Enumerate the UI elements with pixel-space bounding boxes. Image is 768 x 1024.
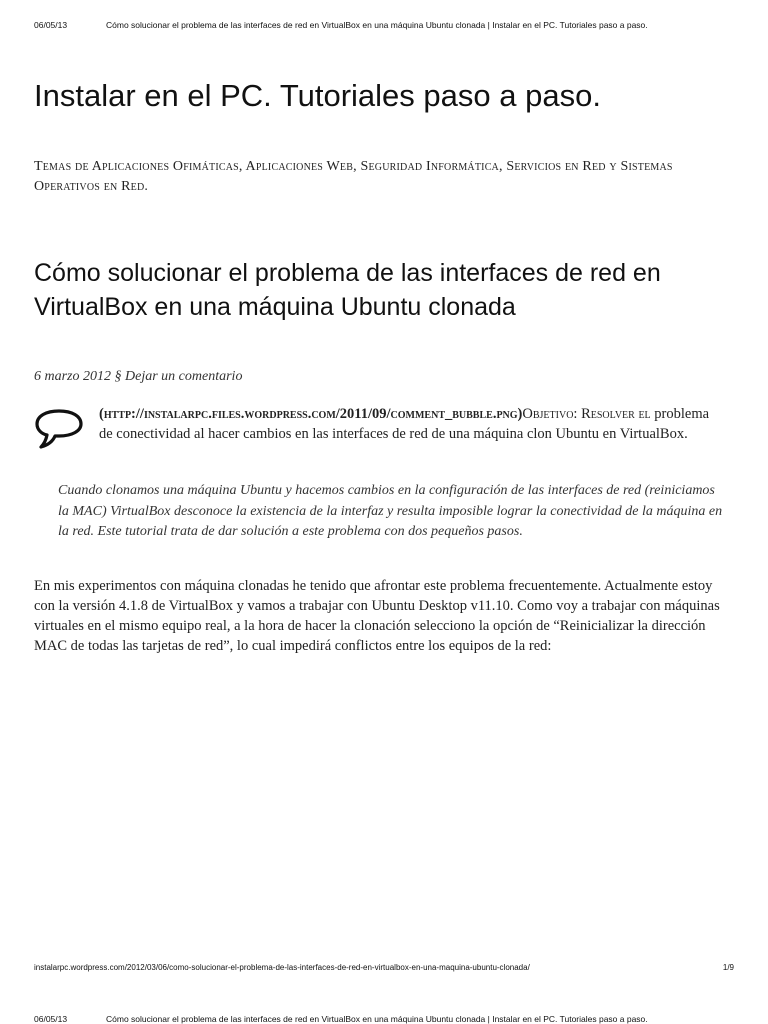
- comment-link[interactable]: Dejar un comentario: [125, 369, 243, 384]
- intro-quote: Cuando clonamos una máquina Ubuntu y hacemos cambios en la configuración de las interfaces de red (reiniciamos la MAC) VirtualBox desconoce la existencia de la interfaz y resulta imposible lograr la conectividad de la máquina en la red. Este tutorial trata de dar solución a este problema con dos pequeños pasos.: [58, 483, 723, 539]
- image-link[interactable]: (http://instalarpc.files.wordpress.com/2011/09/comment_bubble.png): [99, 406, 523, 422]
- objective-text: problema de conectividad al hacer cambios en las interfaces de red de una máquina clon Ubuntu en VirtualBox.: [99, 406, 710, 442]
- print-title: Cómo solucionar el problema de las interfaces de red en VirtualBox en una máquina Ubuntu clonada | Instalar en el PC. Tutoriales paso a paso.: [106, 1014, 648, 1024]
- post-title[interactable]: Cómo solucionar el problema de las interfaces de red en VirtualBox en una máquina Ubuntu clonada: [34, 259, 661, 321]
- post-paragraph: En mis experimentos con máquina clonadas he tenido que afrontar este problema frecuentemente. Actualmente estoy con la versión 4.1.8 de VirtualBox y vamos a trabajar con Ubuntu Desktop v11.10. Como voy a trabajar con máquinas virtuales en el mismo equipo real, a la hora de hacer la clonación selecciono la opción de “Reinicializar la dirección MAC de todas las tarjetas de red”, lo cual impedirá conflictos entre los equipos de la red:: [34, 578, 720, 654]
- print-date: 06/05/13: [34, 20, 68, 30]
- meta-separator: §: [114, 369, 122, 384]
- comment-bubble-icon: [34, 407, 84, 451]
- post-lead: [99, 404, 719, 444]
- site-title[interactable]: Instalar en el PC. Tutoriales paso a paso.: [34, 78, 601, 113]
- post-meta: [34, 369, 242, 385]
- post-date-link[interactable]: 6 marzo 2012: [34, 369, 112, 384]
- print-url: instalarpc.wordpress.com/2012/03/06/como-solucionar-el-problema-de-las-interfaces-de-red-en-virtualbox-en-una-maquina-ubuntu-clonada/: [34, 963, 530, 972]
- site-description: Temas de Aplicaciones Ofimáticas, Aplicaciones Web, Seguridad Informática, Servicios en Red y Sistemas Operativos en Red.: [34, 159, 673, 194]
- print-date: 06/05/13: [34, 1014, 68, 1024]
- page-number: 1/9: [722, 963, 734, 972]
- objective-label: Objetivo: Resolver el: [522, 406, 651, 422]
- print-title: Cómo solucionar el problema de las interfaces de red en VirtualBox en una máquina Ubuntu clonada | Instalar en el PC. Tutoriales paso a paso.: [106, 20, 648, 30]
